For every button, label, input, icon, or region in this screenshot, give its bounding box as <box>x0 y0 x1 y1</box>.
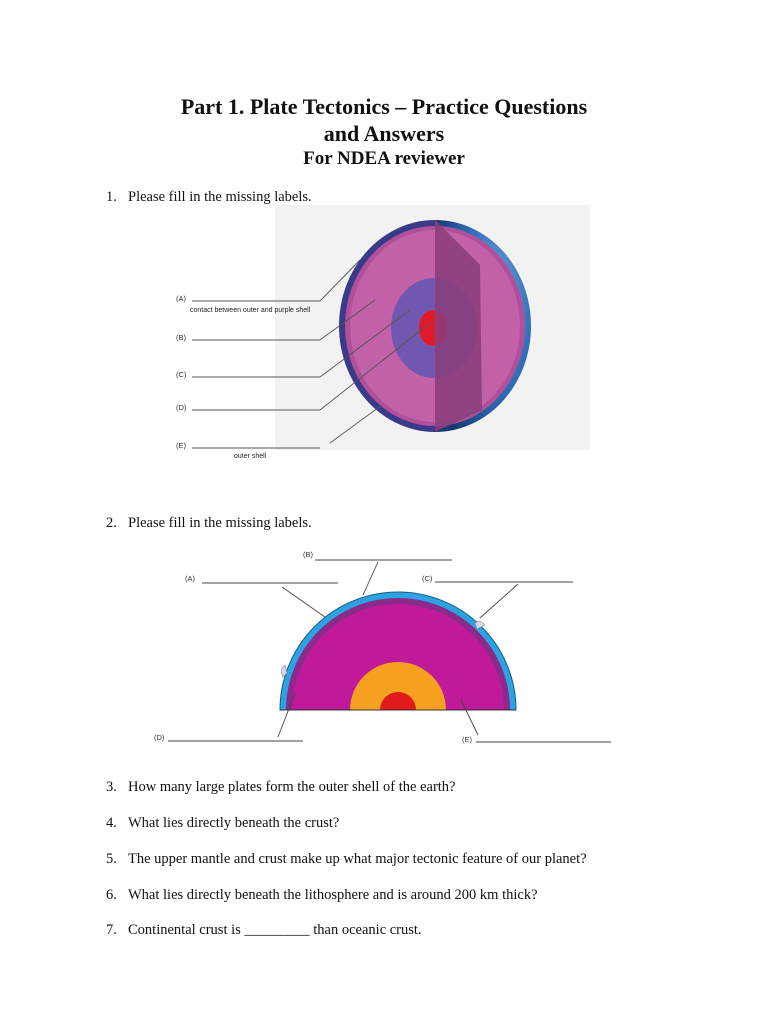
label-b: (B) <box>303 550 313 559</box>
question-number: 5. <box>106 851 117 867</box>
label-a: (A) <box>176 294 186 303</box>
title-line-1: Part 1. Plate Tectonics – Practice Questions <box>180 94 588 119</box>
question-text: What lies directly beneath the crust? <box>128 815 340 831</box>
earth-half-section-figure <box>150 545 620 745</box>
earth-cutaway-figure <box>170 205 595 465</box>
label-d: (D) <box>154 733 165 742</box>
question-number: 2. <box>106 515 117 531</box>
label-a: (A) <box>185 574 195 583</box>
question-1 <box>106 188 312 206</box>
question-text: The upper mantle and crust make up what major tectonic feature of our planet? <box>128 851 587 867</box>
question-text: Continental crust is _________ than oceanic crust. <box>128 922 422 938</box>
question-text: Please fill in the missing labels. <box>128 515 312 531</box>
question-5 <box>106 850 587 868</box>
question-7 <box>106 921 422 939</box>
question-number: 4. <box>106 815 117 831</box>
label-c: (C) <box>176 370 187 379</box>
subtitle: For NDEA reviewer <box>303 148 465 169</box>
label-c: (C) <box>422 574 433 583</box>
question-text: How many large plates form the outer shell of the earth? <box>128 779 456 795</box>
question-3 <box>106 778 455 796</box>
question-4 <box>106 814 339 832</box>
label-e: (E) <box>176 441 186 450</box>
label-d: (D) <box>176 403 187 412</box>
question-number: 1. <box>106 189 117 205</box>
question-number: 6. <box>106 887 117 903</box>
annotation-a: contact between outer and purple shell <box>190 307 311 314</box>
question-number: 7. <box>106 922 117 938</box>
question-number: 3. <box>106 779 117 795</box>
question-2 <box>106 514 312 532</box>
question-text: Please fill in the missing labels. <box>128 189 312 205</box>
annotation-e: outer shell <box>234 453 267 460</box>
question-6 <box>106 886 538 904</box>
label-b: (B) <box>176 333 186 342</box>
label-e: (E) <box>462 735 472 744</box>
title-line-2: and Answers <box>323 121 445 146</box>
question-text: What lies directly beneath the lithosphere and is around 200 km thick? <box>128 887 538 903</box>
